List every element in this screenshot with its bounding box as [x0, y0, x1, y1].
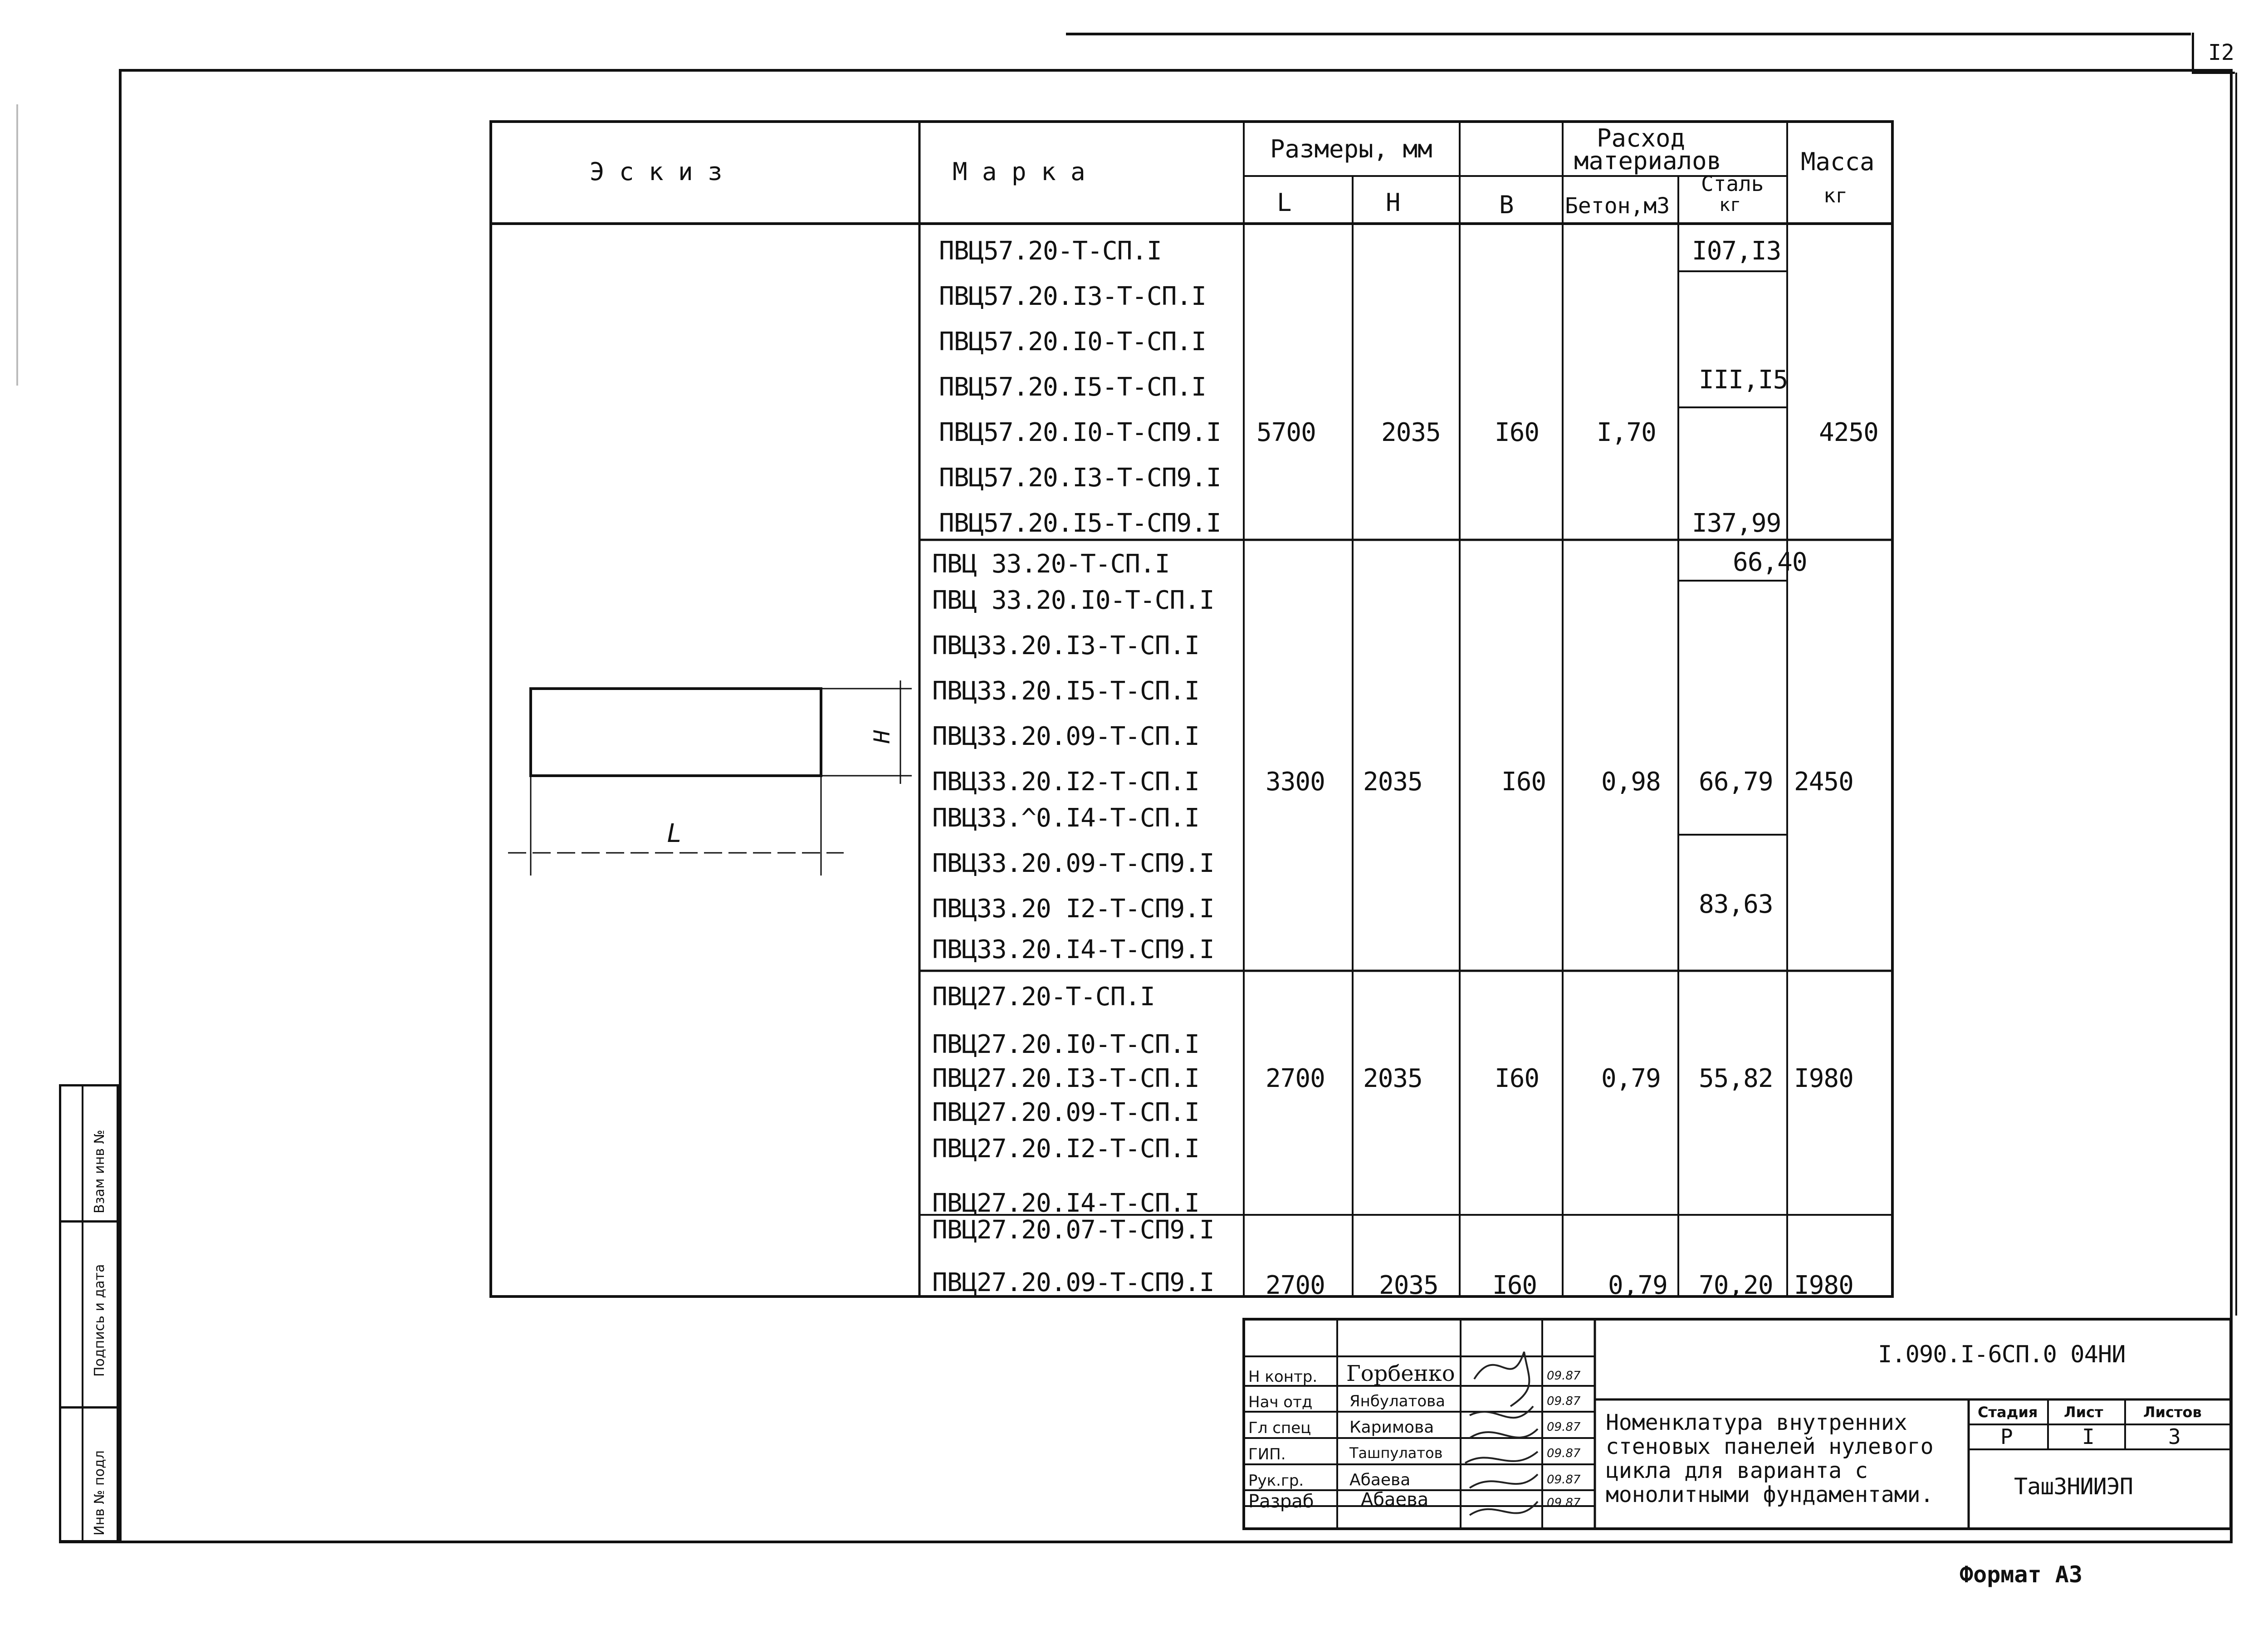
stamp-title-2: цикла для варианта с — [1606, 1458, 1868, 1483]
g2-steel-2: 83,63 — [1699, 890, 1773, 919]
mark-g2-4: ПВЦ33.20.09-Т-СП.I — [932, 722, 1199, 751]
stamp-sheet: I — [2082, 1424, 2094, 1449]
mark-g4-0: ПВЦ27.20.07-Т-СП9.I — [932, 1215, 1214, 1245]
stamp-role-2: Гл спец — [1248, 1419, 1311, 1437]
mark-g1-2: ПВЦ57.20.I0-Т-СП.I — [939, 327, 1206, 357]
g4-H: 2035 — [1379, 1271, 1438, 1300]
panel-sketch — [508, 680, 912, 876]
stamp-title-3: монолитными фундаментами. — [1606, 1482, 1934, 1507]
g1-steel-1: III,I5 — [1699, 365, 1788, 395]
stamp-doc-code: I.090.I-6СП.0 04НИ — [1878, 1341, 2126, 1368]
mark-g3-1: ПВЦ27.20.I0-Т-СП.I — [932, 1030, 1199, 1059]
header-steel-2: кг — [1719, 195, 1741, 215]
header-mark: М а р к а — [953, 157, 1085, 186]
mark-g2-3: ПВЦ33.20.I5-Т-СП.I — [932, 676, 1199, 706]
stamp-date-2: 09.87 — [1547, 1420, 1581, 1434]
g1-mass: 4250 — [1819, 418, 1878, 447]
sketch-dim-H: H — [869, 730, 895, 744]
stamp-date-3: 09.87 — [1547, 1447, 1581, 1460]
header-concrete: Бетон,м3 — [1565, 193, 1670, 219]
mark-g3-2: ПВЦ27.20.I3-Т-СП.I — [932, 1064, 1199, 1093]
stamp-stage-label: Стадия — [1978, 1404, 2038, 1421]
g1-steel-0: I07,I3 — [1692, 236, 1781, 266]
stamp-name-4: Абаева — [1349, 1471, 1411, 1489]
mark-g2-1: ПВЦ 33.20.I0-Т-СП.I — [932, 586, 1214, 615]
header-sizes: Размеры, мм — [1270, 135, 1432, 163]
g1-concrete: I,70 — [1597, 418, 1656, 447]
header-materials-2: материалов — [1574, 147, 1722, 175]
header-sketch: Э с к и з — [590, 157, 723, 186]
header-L: L — [1277, 188, 1292, 217]
g2-L: 3300 — [1266, 767, 1325, 797]
stamp-title-1: стеновых панелей нулевого — [1606, 1434, 1934, 1459]
mark-g2-5: ПВЦ33.20.I2-Т-СП.I — [932, 767, 1199, 797]
g1-B: I60 — [1495, 418, 1540, 447]
stamp-stage: Р — [2000, 1424, 2013, 1449]
mark-g2-6: ПВЦ33.^0.I4-Т-СП.I — [932, 803, 1199, 833]
header-mass-2: кг — [1823, 184, 1848, 207]
g3-steel: 55,82 — [1699, 1064, 1773, 1093]
g4-B: I60 — [1492, 1271, 1537, 1300]
stamp-title-0: Номенклатура внутренних — [1606, 1410, 1907, 1435]
stamp-role-3: ГИП. — [1248, 1445, 1286, 1463]
g4-concrete: 0,79 — [1608, 1271, 1667, 1300]
g3-concrete: 0,79 — [1601, 1064, 1661, 1093]
stamp-sheets-label: Листов — [2143, 1404, 2202, 1421]
mark-g3-5: ПВЦ27.20.I4-Т-СП.I — [932, 1189, 1199, 1218]
mark-g1-3: ПВЦ57.20.I5-Т-СП.I — [939, 372, 1206, 402]
g1-steel-2: I37,99 — [1692, 509, 1781, 538]
g1-H: 2035 — [1381, 418, 1441, 447]
mark-g1-0: ПВЦ57.20-Т-СП.I — [939, 236, 1162, 266]
format-label: Формат A3 — [1960, 1561, 2082, 1588]
sheet-number: I2 — [2208, 40, 2234, 65]
mark-g2-7: ПВЦ33.20.09-Т-СП9.I — [932, 849, 1214, 878]
stamp-date-4: 09.87 — [1547, 1473, 1581, 1487]
g3-B: I60 — [1495, 1064, 1540, 1093]
stamp-role-0: Н контр. — [1248, 1368, 1318, 1386]
margin-label-sign: Подпись и дата — [92, 1264, 108, 1377]
stamp-role-1: Нач отд — [1248, 1393, 1313, 1411]
g2-mass: 2450 — [1794, 767, 1853, 797]
mark-g2-9: ПВЦ33.20.I4-Т-СП9.I — [932, 935, 1214, 964]
sketch-dim-L: L — [667, 819, 682, 848]
margin-label-inv: Инв № подл — [92, 1450, 108, 1536]
header-mass-1: Масса — [1801, 147, 1875, 176]
stamp-role-5: Разраб — [1248, 1491, 1314, 1512]
g3-L: 2700 — [1266, 1064, 1325, 1093]
stamp-name-2: Каримова — [1349, 1418, 1434, 1437]
g3-mass: I980 — [1794, 1064, 1853, 1093]
margin-label-vzam: Взам инв № — [92, 1130, 108, 1213]
g4-mass: I980 — [1794, 1271, 1853, 1300]
mark-g2-2: ПВЦ33.20.I3-Т-СП.I — [932, 631, 1199, 660]
mark-g1-5: ПВЦ57.20.I3-Т-СП9.I — [939, 463, 1221, 493]
mark-g1-4: ПВЦ57.20.I0-Т-СП9.I — [939, 418, 1221, 447]
mark-g4-1: ПВЦ27.20.09-Т-СП9.I — [932, 1268, 1214, 1297]
mark-g3-0: ПВЦ27.20-Т-СП.I — [932, 982, 1155, 1012]
g2-H: 2035 — [1363, 767, 1422, 797]
stamp-date-0: 09.87 — [1547, 1369, 1581, 1383]
stamp-sheets: 3 — [2168, 1424, 2180, 1449]
stamp-org: ТашЗНИИЭП — [2014, 1473, 2133, 1500]
stamp-date-5: 09.87 — [1547, 1496, 1581, 1510]
mark-g1-1: ПВЦ57.20.I3-Т-СП.I — [939, 282, 1206, 311]
header-H: H — [1386, 188, 1401, 217]
mark-g2-8: ПВЦ33.20 I2-Т-СП9.I — [932, 894, 1214, 924]
header-materials-1: Расход — [1597, 124, 1686, 152]
g4-steel: 70,20 — [1699, 1271, 1773, 1300]
g3-H: 2035 — [1363, 1064, 1422, 1093]
mark-g1-6: ПВЦ57.20.I5-Т-СП9.I — [939, 509, 1221, 538]
stamp-name-5: Абаева — [1361, 1489, 1429, 1510]
mark-g3-4: ПВЦ27.20.I2-Т-СП.I — [932, 1134, 1199, 1164]
g1-L: 5700 — [1256, 418, 1316, 447]
g4-L: 2700 — [1266, 1271, 1325, 1300]
g2-steel-1: 66,79 — [1699, 767, 1773, 797]
stamp-name-1: Янбулатова — [1349, 1392, 1445, 1410]
g2-steel-0: 66,40 — [1733, 548, 1807, 577]
g2-concrete: 0,98 — [1601, 767, 1661, 797]
g2-B: I60 — [1501, 767, 1546, 797]
stamp-role-4: Рук.гр. — [1248, 1472, 1304, 1490]
mark-g3-3: ПВЦ27.20.09-Т-СП.I — [932, 1098, 1199, 1127]
header-steel-1: Сталь — [1701, 171, 1764, 196]
mark-g2-0: ПВЦ 33.20-Т-СП.I — [932, 549, 1170, 579]
header-B: B — [1499, 191, 1514, 219]
stamp-name-0: Горбенко — [1346, 1361, 1455, 1386]
stamp-sheet-label: Лист — [2064, 1404, 2103, 1421]
stamp-date-1: 09.87 — [1547, 1394, 1581, 1408]
stamp-name-3: Ташпулатов — [1349, 1444, 1443, 1462]
